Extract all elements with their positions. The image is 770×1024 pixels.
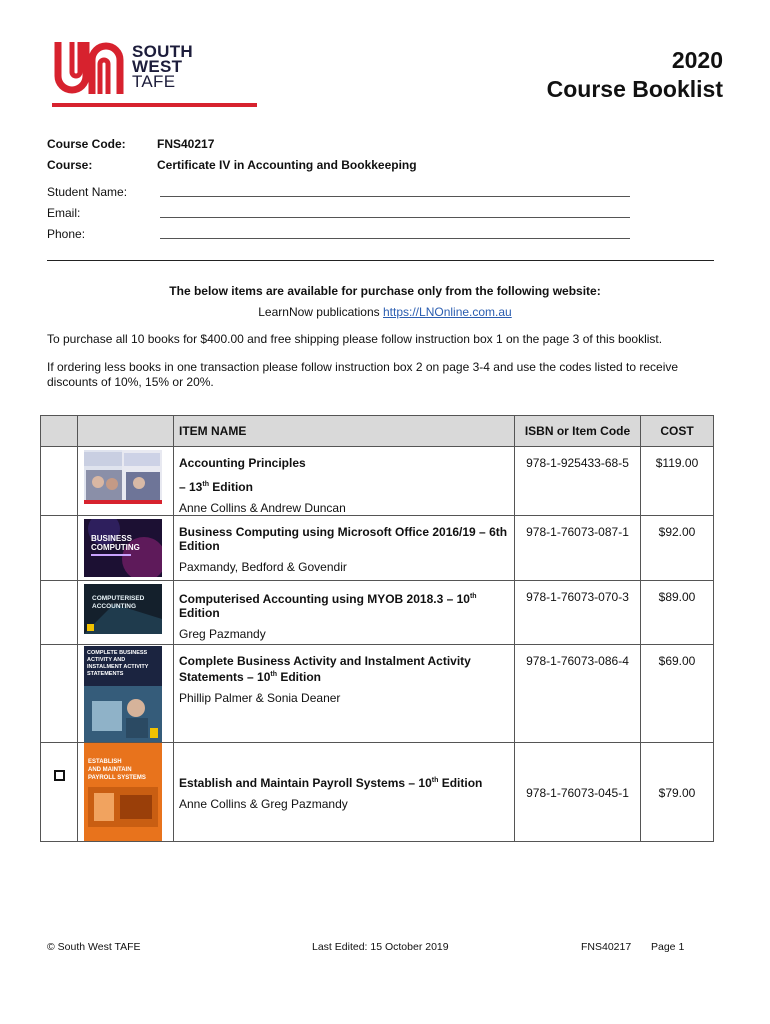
email-label: Email: [47,206,81,220]
table-row [41,743,714,842]
instruction-para-2: If ordering less books in one transaction please follow instruction box 2 on page 3-4 and use the codes listed to receive discounts of 10%, 15% or 20%. [47,360,679,389]
header-check-cell [41,416,78,447]
edition-sup: th [202,481,209,488]
title-prefix: Computerised Accounting using MYOB 2018.3 – 10 [179,592,470,606]
cbas-title-2: ACTIVITY AND [87,657,126,663]
cost-cell: $69.00 [641,645,714,743]
logo-line-west: WEST [132,57,183,76]
table-row [41,581,714,645]
header-isbn: ISBN or Item Code [515,416,641,447]
header-image-cell [78,416,174,447]
isbn-cell: 978-1-925433-68-5 [515,447,641,516]
pay-title-3: PAYROLL SYSTEMS [88,775,146,781]
edition-prefix: – 13 [179,480,203,494]
table-row [41,447,714,516]
south-west-tafe-logo [52,36,262,108]
cost-cell: $89.00 [641,581,714,645]
check-cell [41,743,78,842]
bc-title-2: COMPUTING [91,543,140,552]
edition-suffix: Edition [208,480,253,494]
title-text: Course Booklist [546,76,723,102]
cbas-title-4: STATEMENTS [87,671,124,677]
computerised-accounting-cover [84,584,162,634]
course-value: Certificate IV in Accounting and Bookkeeping [157,158,417,172]
course-code-label: Course Code: [47,137,126,151]
table-header-row [41,416,714,447]
title-sup: th [469,593,477,600]
publisher-prefix: LearnNow publications [258,305,383,319]
item-author: Paxmandy, Bedford & Govendir [179,560,347,574]
bc-title-1: BUSINESS [91,534,132,543]
complete-bas-cover [84,646,162,742]
logo-line-south: SOUTH [132,42,193,61]
footer-copyright: © South West TAFE [47,941,141,953]
check-cell [41,581,78,645]
footer-page-number: Page 1 [651,941,685,953]
purchase-heading: The below items are available for purchase only from the following website: [169,284,601,298]
check-cell [41,645,78,743]
cost-cell: $79.00 [641,743,714,842]
footer-course-code: FNS40217 [581,941,632,953]
cbas-title-1: COMPLETE BUSINESS [87,650,148,656]
isbn-cell: 978-1-76073-045-1 [515,743,641,842]
cover-cell [78,581,174,645]
cover-cell [78,447,174,516]
item-title [179,776,482,790]
accounting-principles-cover [84,450,162,504]
cost-cell: $119.00 [641,447,714,516]
check-cell [41,447,78,516]
title-sup: th [270,671,277,678]
item-author: Anne Collins & Greg Pazmandy [179,797,348,811]
page-title [547,46,723,104]
item-title: Accounting Principles [179,456,306,470]
header-cost: COST [641,416,714,447]
title-suffix: Edition [438,776,483,790]
cover-cell [78,743,174,842]
isbn-cell: 978-1-76073-086-4 [515,645,641,743]
title-year: 2020 [671,47,723,73]
pay-title-1: ESTABLISH [88,759,122,765]
select-checkbox[interactable] [54,770,65,781]
table-row [41,645,714,743]
student-name-label: Student Name: [47,185,128,199]
table-row [41,516,714,581]
isbn-cell: 978-1-76073-087-1 [515,516,641,581]
title-suffix: Edition [277,670,321,684]
ca-title-2: ACCOUNTING [92,603,137,610]
payroll-systems-cover [84,743,162,841]
instruction-para-1: To purchase all 10 books for $400.00 and free shipping please follow instruction box 1 on the page 3 of this booklist. [47,332,663,346]
title-prefix: Establish and Maintain Payroll Systems – 10 [179,776,432,790]
course-label: Course: [47,158,93,172]
course-code-value: FNS40217 [157,137,215,151]
item-author: Anne Collins & Andrew Duncan [179,501,346,515]
item-name-cell [174,581,515,645]
item-name-cell [174,447,515,516]
publisher-line [0,305,770,319]
cost-cell: $92.00 [641,516,714,581]
item-name-cell [174,516,515,581]
check-cell [41,516,78,581]
isbn-cell: 978-1-76073-070-3 [515,581,641,645]
item-title [179,654,471,684]
title-suffix: Edition [179,606,220,620]
email-field[interactable] [160,206,630,218]
title-sup: th [431,777,439,784]
phone-label: Phone: [47,227,86,241]
item-title [179,592,477,620]
header-item-name: ITEM NAME [174,416,515,447]
item-author: Phillip Palmer & Sonia Deaner [179,691,341,705]
publisher-link[interactable]: https://LNOnline.com.au [383,305,512,319]
phone-field[interactable] [160,227,630,239]
item-name-cell [174,743,515,842]
item-author: Greg Pazmandy [179,627,266,641]
item-edition [179,478,508,494]
booklist-table [40,415,714,842]
section-divider [47,260,714,261]
logo-rule [52,103,257,107]
item-name-cell [174,645,515,743]
ca-title-1: COMPUTERISED [92,595,145,602]
item-title: Business Computing using Microsoft Office 2016/19 – 6th Edition [179,525,508,553]
logo-line-tafe: TAFE [132,72,176,91]
cover-cell [78,645,174,743]
cover-cell [78,516,174,581]
business-computing-cover [84,519,162,577]
pay-title-2: AND MAINTAIN [88,767,132,773]
student-name-field[interactable] [160,185,630,197]
cbas-title-3: INSTALMENT ACTIVITY [87,664,149,670]
footer-last-edited: Last Edited: 15 October 2019 [312,941,449,953]
title-prefix: Complete Business Activity and Instalment Activity Statements – 10 [179,654,471,684]
tafe-logo-mark [52,36,128,100]
